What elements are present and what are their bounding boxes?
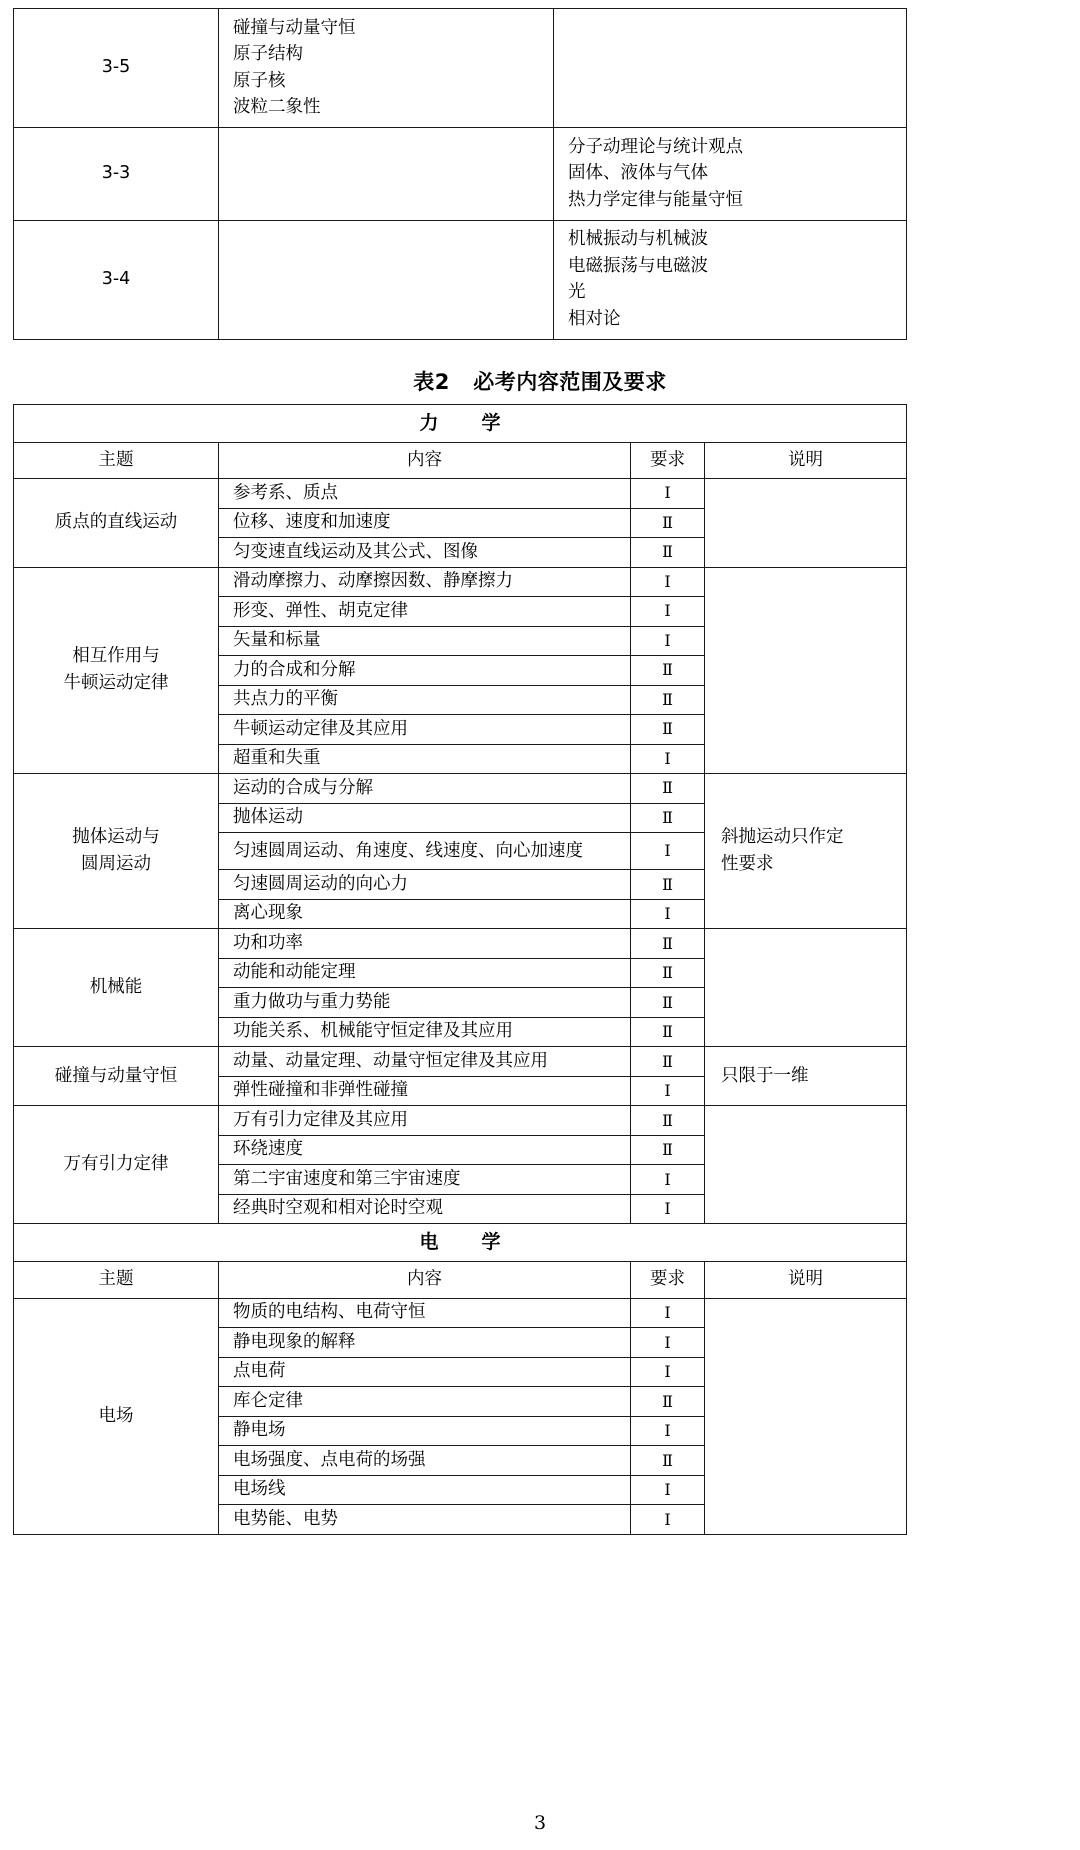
- note-cell: 只限于一维: [705, 1047, 907, 1106]
- module-content-middle-cell: [219, 9, 554, 128]
- topic-cell: 碰撞与动量守恒: [14, 1047, 219, 1106]
- content-cell: 弹性碰撞和非弹性碰撞: [219, 1076, 631, 1106]
- content-cell: 环绕速度: [219, 1135, 631, 1165]
- document-page: [0, 8, 1080, 1850]
- requirement-cell: Ⅱ: [631, 685, 705, 715]
- column-header-topic: 主题: [14, 442, 219, 479]
- requirement-cell: Ⅰ: [631, 1357, 705, 1387]
- table-row: [14, 929, 907, 959]
- content-cell: 静电现象的解释: [219, 1328, 631, 1358]
- content-cell: 库仑定律: [219, 1387, 631, 1417]
- topic-cell: 电场: [14, 1298, 219, 1534]
- required-content-table: [13, 404, 907, 1535]
- section-header-row: [14, 1224, 907, 1262]
- topic-cell: [14, 567, 219, 774]
- requirement-cell: Ⅰ: [631, 597, 705, 627]
- requirement-cell: Ⅰ: [631, 899, 705, 929]
- requirement-cell: Ⅰ: [631, 567, 705, 597]
- content-cell: 超重和失重: [219, 744, 631, 774]
- list-item: 固体、液体与气体: [568, 163, 708, 183]
- requirement-cell: Ⅰ: [631, 1475, 705, 1505]
- column-header-row: [14, 442, 907, 479]
- note-line: 斜抛运动只作定: [721, 827, 844, 848]
- column-header-requirement: 要求: [631, 1262, 705, 1299]
- requirement-cell: Ⅰ: [631, 833, 705, 870]
- page-number: 3: [533, 1812, 547, 1834]
- content-cell: 匀变速直线运动及其公式、图像: [219, 538, 631, 568]
- column-header-content: 内容: [219, 1262, 631, 1299]
- note-cell: [705, 479, 907, 568]
- list-item: 原子核: [233, 70, 286, 91]
- content-cell: 点电荷: [219, 1357, 631, 1387]
- column-header-row: [14, 1262, 907, 1299]
- content-cell: 匀速圆周运动的向心力: [219, 870, 631, 900]
- content-cell: 经典时空观和相对论时空观: [219, 1194, 631, 1224]
- requirement-cell: Ⅱ: [631, 538, 705, 568]
- requirement-cell: Ⅱ: [631, 656, 705, 686]
- table2-caption: [0, 366, 1080, 396]
- content-cell: 万有引力定律及其应用: [219, 1106, 631, 1136]
- content-cell: 矢量和标量: [219, 626, 631, 656]
- requirement-cell: Ⅰ: [631, 626, 705, 656]
- optional-modules-table: [13, 8, 907, 340]
- requirement-cell: Ⅰ: [631, 744, 705, 774]
- requirement-cell: Ⅰ: [631, 1165, 705, 1195]
- module-code-cell: 3-4: [14, 220, 219, 339]
- requirement-cell: Ⅰ: [631, 1328, 705, 1358]
- section-header-row: [14, 404, 907, 442]
- content-cell: 形变、弹性、胡克定律: [219, 597, 631, 627]
- requirement-cell: Ⅱ: [631, 1135, 705, 1165]
- list-item: 碰撞与动量守恒: [233, 17, 356, 38]
- requirement-cell: Ⅱ: [631, 1017, 705, 1047]
- list-item: 波粒二象性: [233, 97, 321, 117]
- topic-cell: 机械能: [14, 929, 219, 1047]
- requirement-cell: Ⅰ: [631, 479, 705, 509]
- table-row: [14, 479, 907, 509]
- content-cell: 离心现象: [219, 899, 631, 929]
- content-cell: 力的合成和分解: [219, 656, 631, 686]
- content-cell: 位移、速度和加速度: [219, 508, 631, 538]
- requirement-cell: Ⅰ: [631, 1298, 705, 1328]
- requirement-cell: Ⅱ: [631, 508, 705, 538]
- table-row: [14, 128, 907, 221]
- requirement-cell: Ⅱ: [631, 774, 705, 804]
- table-row: [14, 220, 907, 339]
- note-cell: [705, 1106, 907, 1224]
- topic-line: 相互作用与: [72, 646, 160, 667]
- table2-caption-label: 表2: [413, 369, 450, 394]
- column-header-requirement: 要求: [631, 442, 705, 479]
- table-row: [14, 1106, 907, 1136]
- content-cell: 电场线: [219, 1475, 631, 1505]
- module-code-cell: 3-5: [14, 9, 219, 128]
- list-item: 光: [568, 282, 586, 302]
- requirement-cell: Ⅱ: [631, 870, 705, 900]
- module-content-middle-cell: [219, 128, 554, 221]
- content-cell: 共点力的平衡: [219, 685, 631, 715]
- column-header-topic: 主题: [14, 1262, 219, 1299]
- topic-cell: [14, 774, 219, 929]
- topic-line: 牛顿运动定律: [63, 673, 169, 694]
- content-cell: 抛体运动: [219, 803, 631, 833]
- column-header-note: 说明: [705, 442, 907, 479]
- content-cell: 电势能、电势: [219, 1505, 631, 1535]
- note-cell: [705, 1298, 907, 1534]
- content-cell: 参考系、质点: [219, 479, 631, 509]
- module-content-right-cell: [554, 9, 907, 128]
- list-item: 相对论: [568, 308, 621, 329]
- requirement-cell: Ⅰ: [631, 1076, 705, 1106]
- content-cell: 电场强度、点电荷的场强: [219, 1446, 631, 1476]
- requirement-cell: Ⅰ: [631, 1505, 705, 1535]
- section-title-mechanics: 力 学: [14, 404, 907, 442]
- content-cell: 动能和动能定理: [219, 958, 631, 988]
- requirement-cell: Ⅱ: [631, 988, 705, 1018]
- table-row: [14, 9, 907, 128]
- module-content-right-cell: [554, 220, 907, 339]
- column-header-content: 内容: [219, 442, 631, 479]
- content-cell: 运动的合成与分解: [219, 774, 631, 804]
- content-cell: 牛顿运动定律及其应用: [219, 715, 631, 745]
- note-line: 性要求: [721, 854, 774, 875]
- column-header-note: 说明: [705, 1262, 907, 1299]
- content-cell: 功和功率: [219, 929, 631, 959]
- list-item: 热力学定律与能量守恒: [568, 189, 743, 210]
- topic-line: 抛体运动与: [72, 827, 160, 848]
- table2-caption-title: 必考内容范围及要求: [473, 369, 667, 394]
- table-row: [14, 1298, 907, 1328]
- list-item: 原子结构: [233, 44, 303, 64]
- content-cell: 滑动摩擦力、动摩擦因数、静摩擦力: [219, 567, 631, 597]
- requirement-cell: Ⅱ: [631, 1446, 705, 1476]
- module-content-right-cell: [554, 128, 907, 221]
- list-item: 机械振动与机械波: [568, 229, 708, 249]
- requirement-cell: Ⅰ: [631, 1194, 705, 1224]
- note-cell: [705, 774, 907, 929]
- requirement-cell: Ⅱ: [631, 958, 705, 988]
- list-item: 电磁振荡与电磁波: [568, 255, 708, 276]
- requirement-cell: Ⅰ: [631, 1416, 705, 1446]
- topic-line: 圆周运动: [81, 854, 151, 875]
- requirement-cell: Ⅱ: [631, 1387, 705, 1417]
- note-cell: [705, 929, 907, 1047]
- note-cell: [705, 567, 907, 774]
- content-cell: 物质的电结构、电荷守恒: [219, 1298, 631, 1328]
- content-cell: 重力做功与重力势能: [219, 988, 631, 1018]
- topic-cell: 质点的直线运动: [14, 479, 219, 568]
- content-cell: 匀速圆周运动、角速度、线速度、向心加速度: [219, 833, 631, 870]
- requirement-cell: Ⅱ: [631, 929, 705, 959]
- content-cell: 动量、动量定理、动量守恒定律及其应用: [219, 1047, 631, 1077]
- topic-cell: 万有引力定律: [14, 1106, 219, 1224]
- table-row: [14, 774, 907, 804]
- table-row: [14, 1047, 907, 1077]
- section-title-electricity: 电 学: [14, 1224, 907, 1262]
- list-item: 分子动理论与统计观点: [568, 136, 743, 157]
- module-code-cell: 3-3: [14, 128, 219, 221]
- module-content-middle-cell: [219, 220, 554, 339]
- requirement-cell: Ⅱ: [631, 1106, 705, 1136]
- table-row: [14, 567, 907, 597]
- requirement-cell: Ⅱ: [631, 1047, 705, 1077]
- requirement-cell: Ⅱ: [631, 803, 705, 833]
- content-cell: 静电场: [219, 1416, 631, 1446]
- requirement-cell: Ⅱ: [631, 715, 705, 745]
- content-cell: 第二宇宙速度和第三宇宙速度: [219, 1165, 631, 1195]
- content-cell: 功能关系、机械能守恒定律及其应用: [219, 1017, 631, 1047]
